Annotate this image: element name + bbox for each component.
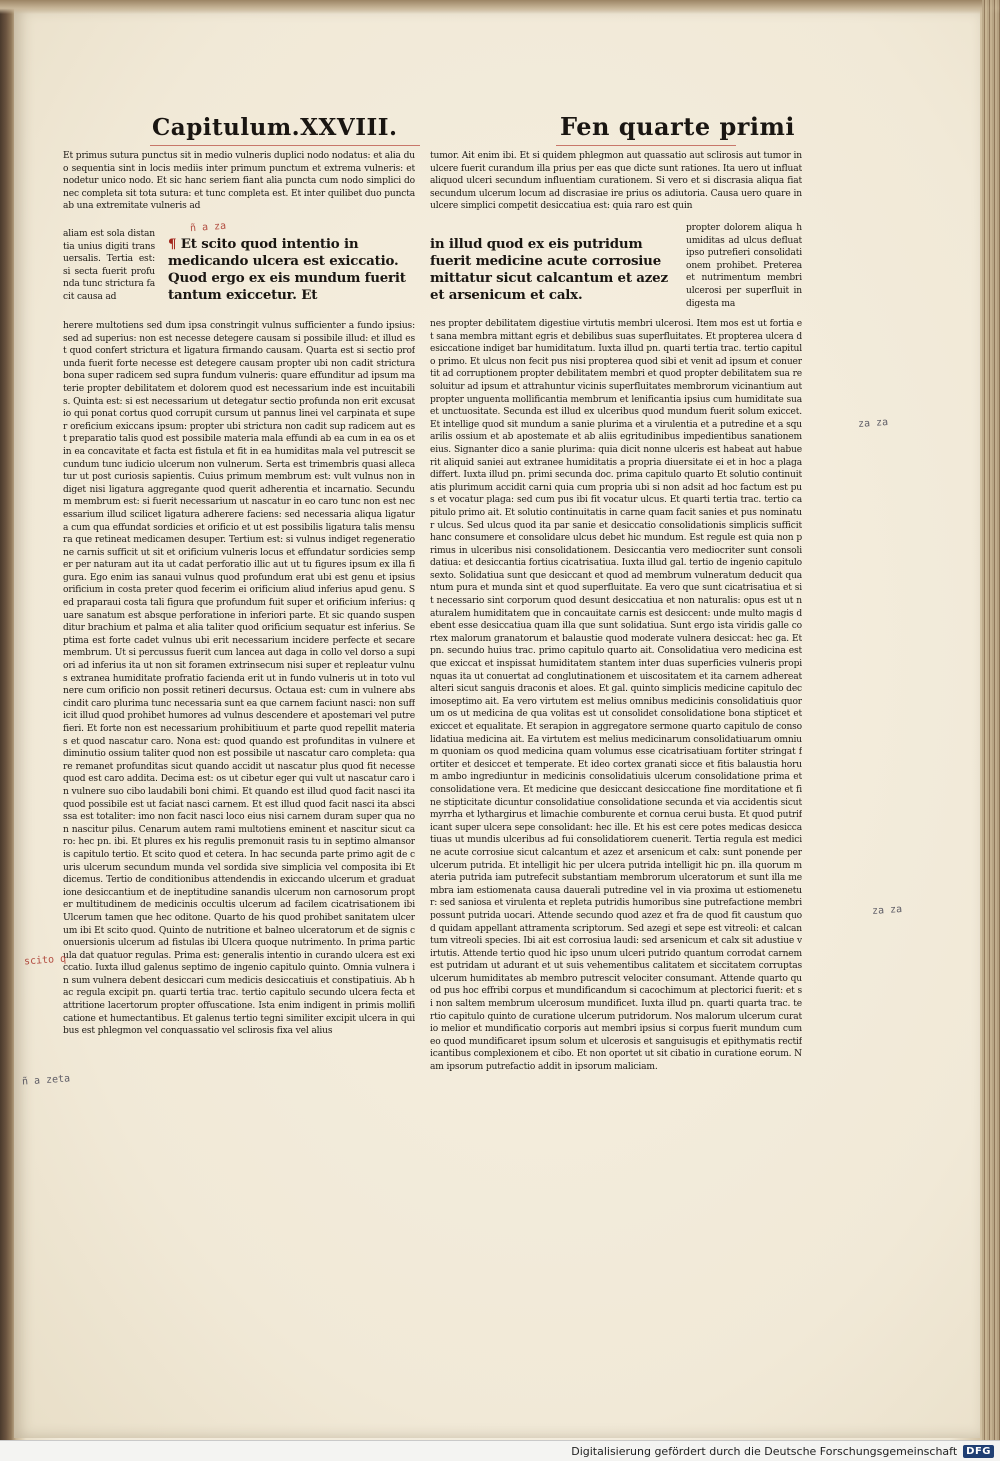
right-column-narrow-text: propter dolorem aliqua humiditas ad ulcus defluat ipso putrefieri consolidationem prohibet. Preterea et nutrimentum membri ulcerosi per superfluit indigesta ma (686, 223, 802, 309)
chapter-heading: Capitulum.XXVIII. (152, 114, 398, 141)
marginal-note: scito q (23, 953, 67, 968)
right-column-top-text: tumor. Ait enim ibi. Et si quidem phlegmon aut quassatio aut sclirosis aut tumor in ulcere fuerit curandum illa prius per eas que dicte sunt rationes. Ita uero ut influat aliquod ulceri secundum influentiam curationem. Si vero et si discrasia aliqua fiat secundum ulcerum locum ad discrasiae ire prius os adiutoria. Causa uero quare in ulcere simplici competit desiccatiua est: quia raro est quin (430, 151, 802, 212)
left-column-narrow-text: aliam est sola distantia unius digiti transuersalis. Tertia est: si secta fuerit profunda tunc strictura facit causa ad (63, 229, 155, 302)
red-rule-right (556, 145, 736, 146)
binding-shadow (0, 0, 1000, 14)
left-column-commentary-lemma: ¶ Et scito quod intentio in medicando ulcera est exiccatio. Quod ergo ex eis mundum fuerit tantum exiccetur. Et (168, 236, 406, 303)
red-rule-left (150, 145, 420, 146)
right-column-main-text: nes propter debilitatem digestiue virtutis membri ulcerosi. Item mos est ut fortia et sana membra mittant egris et debilibus suas superfluitates. Et propterea ulcera desiccatione indiget bar humiditatum. Iuxta illud pn. quarti tertia trac. tertio capitulo primo. Et ulcus non fecit pus nisi propterea quod sibi et venit ad ipsum et conuertit ad corruptionem propter debilitatem membri et quod propter debilitatem sua resoluitur ad ipsum et attrahuntur vicinis superfluitates membrorum vicinantium aut propter unguenta mollificantia membrum et lenificantia ipsius cum humiditate sua et unctuositate. Secunda est illud ex ulceribus quod mundum fuerit solum exiccet. Et intellige quod sit mundum a sanie plurima et a virulentia et a putredine et a squarilis ossium et ab apostemate et ab aliis egritudinibus impedientibus sanationem eius. Signanter dico a sanie plurima: quia dicit nonne ulceris est habeat aut habuerit aliquid saniei aut extranee humiditatis a propria diuersitate ei et in hoc a plaga differt. Iuxta illud pn. primi secunda doc. prima capitulo quarto Et solutio continuitatis plurimum accidit carni quia cum propria ubi si non adsit ad hoc factum est pus et vocatur plaga: sed cum pus ibi fit vocatur ulcus. Et quarti tertia trac. tertio capitulo primo ait. Et solutio continuitatis in carne quam facit sanies et pus nominatur ulcus. Sed ulcus quod ita par sanie et desiccatio consolidationis simplicis sufficit hanc consumere et consolidare ulcus debet hic mundum. Est regule est quia non primus in ulceribus nisi consolidationem. Desiccantia vero mediocriter sunt consolidatiua: et desiccantia fortius cicatrisatiua. Iuxta illud gal. tertio de ingenio capitulo sexto. Solidatiua sunt que desiccant et quod ad membrum vulneratum deducit quantum pura et munda sint et quod superfluitate. Ea vero que sunt cicatrisatiua et sit necessario sint corporum quod desunt desiccatiua et non naturalis: opus est ut naturalem humiditatem que in concauitate carnis est desiccent: unde multo magis debent esse desiccatiua quam illa que sunt solidatiua. Sunt ergo ista viridis galle cortex malorum granatorum et balaustie quod moderate vulnera desiccat: hec ga. Et pn. secundo huius trac. primo capitulo quarto ait. Consolidatiua vero medicina est que exiccat et inspissat humiditatem stantem inter duas superficies vulneris propinquas ita ut conuertat ad conglutinationem et uiscositatem et ita carnem adhereat alteri sicut sanguis draconis et aloes. Et gal. quinto simplicis medicine capitulo decimoseptimo ait. Ea vero virtutem est melius omnibus medicinis consolidatiuis quorum os ut medicina de qua volitas est ut consolidet consolidatione bona stipticet et exiccet et equalitate. Et serapion in aggregatore sermone quarto capitulo de consolidatiua medicina ait. Ea virtutem est melius medicinarum consolidatiuarum omnium quoniam os quod medicina quam volumus esse cicatrisatiuam fortiter stringat fortiter et desiccet et temperate. Et ideo cortex granati sicce et fitis balaustia horum ambo ingrediuntur in medicinis consolidatiuis ulcerum consolidatione prima et consolidatione vera. Et medicine que desiccant desiccatione fine morditatione et fine stipticitate dicuntur consolidatiue consolidatione secunda et via accidentis sicut myrrha et lythargirus et limachie comburente et cornua cerui busta. Et quod putrificant super ulcera sepe consolidant: hec ille. Et his est cere potes medicas desiccatiuas ut mundis ulceribus ad fui consolidatiorem cuenerit. Tertia regula est medicine acute corrosiue sicut calcantum et azez et arsenicum et calx: sunt ponende per ulcerum putrida. Et intelligit hic per ulcera putrida intelligit hic pn. illa quorum materia putrida iam putrefecit substantiam membrorum ulceratorum et sunt illa membra iam estiomenata causa dauerali putredine vel in via proxima ut estiomenetur: sed saniosa et virulenta et repleta putridis humoribus sine putrefactione membri possunt putrida uocari. Attende secundo quod azez et fra de quod fit caustum quod quidam appellant attramenta scriptorum. Sed azegi et sepe est vitreoli: et calcantum vitreoli species. Ibi ait est corrosiua laudi: sed arsenicum et calx sit adustiue virtutis. Attende tertio quod hic ipso unum ulceri putrido quantum corrodat carnem est putridam ut adurant et ut suis vehementibus calitatem et siccitatem corruptas ulcerum humiditates ab membro putrescit velociter consumant. Attende quarto quod pus hoc effribi corpus et mundificandum si cacochimum at plectorici fuerit: et si non saltem membrum ulcerosum mundificet. Iuxta illud pn. quarti quarta trac. tertio capitulo quinto de curatione ulcerum putridorum. Nos malorum ulcerum curatio melior et mundificatio corporis aut membri ipsius si corpus fuerit mundum cum eo quod mundificaret ipsum solum et ulcerosis et sanguisugis et epithymatis rectificantibus complexionem et cibo. Et non oportet ut sit cibatio in curatione eorum. Nam ipsorum putrefactio addit in ipsorum maliciam. (430, 319, 802, 1073)
running-header: Fen quarte primi (560, 112, 795, 141)
marginal-note: za za (871, 903, 903, 918)
footer-bar (0, 1440, 1000, 1461)
page-edge (982, 0, 1000, 1440)
marginal-note: ñ a za (189, 220, 227, 235)
paragraph-mark-icon: ¶ (168, 236, 177, 252)
footer-credit: Digitalisierung gefördert durch die Deutsche Forschungsgemeinschaft (571, 1444, 958, 1458)
dfg-logo-icon: DFG (963, 1445, 994, 1458)
marginal-note: ñ a zeta (21, 1073, 71, 1088)
marginal-note: za za (857, 416, 889, 431)
right-column-commentary-lemma: in illud quod ex eis putridum fuerit medicine acute corrosiue mittatur sicut calcantum et azez et arsenicum et calx. (430, 236, 668, 303)
left-column-main-text: herere multotiens sed dum ipsa constringit vulnus sufficienter a fundo ipsius: sed ad superius: non est necesse detegere causam si possibile illud: et illud est quod confert strictura et ligatura firmando causam. Quarta est si sectio profunda fuerit forte necesse est detegere causam propter ubi non cadit strictura bona super radicem sed supra fundum vulneris: quare effunditur ad ipsum materie propter debilitatem et dolorem quod est necessarium inde est incuitabilis. Quinta est: si est necessarium ut detegatur sectio profunda non erit excusatio qui ponat cortus quod corrupit cursum ut pannus linei vel carpinata et super oreficium exiccans ipsum: propter ubi strictura non cadit sup radicem aut est preparatio talis quod est possibile materia mala effundi ab ea cum in ea os et in ea concavitate et facta est fistula et fit in ea humiditas mala vel putrescit secundum tunc iudicio ulcerum non vulnerum. Serta est trimembris quasi allecatur ut post curiosis sapientis. Cuius primum membrum est: vult vulnus non indiget nisi ligatura aggregante quod querit adherentia et incarnatio. Secundum membrum est: si fuerit necessarium ut nascatur in eo caro tunc non est necessarium illud scilicet ligatura adherere faciens: sed necessaria aliqua ligatura cum qua effundat sordicies et orificio et ut est possibilis ligatura talis mensura que retineat medicamen desuper. Tertium est: si vulnus indiget regeneratione carnis sufficit ut sit et orificium vulneris locus et effundatur sordicies semper per naturam aut ita ut cadat perforatio illic aut ut tu figures ipsum ex illa figura. Ego enim ias sanaui vulnus quod profundum erat ubi est genu et ipsius orificium in costa preter quod fecerim ei orificium aliud inferius apud genu. Sed praparaui costa tali figura que profundum fuit super et orificium inferius: quare sanatum est absque perforatione in inferiori parte. Et sic quando suspenditur brachium et palma et alia taliter quod orificium sequatur est inferius. Septima est forte cadet vulnus ubi erit necessarium incidere perfecte et secare membrum. Ut si percussus fuerit cum lancea aut daga in collo vel dorso a supiori ad inferius ita ut non sit foramen extrinsecum nisi super et repleatur vulnus extranea humiditate profratio facienda erit ut in fundo vulneris ut in toto vulnere cum orificio non possit retineri decursus. Octaua est: cum in vulnere abscindit caro plurima tunc necessaria sunt ea que carnem faciunt nasci: non sufficit illud quod prohibet humores ad vulnus descendere et apostemari vel putrefieri. Et forte non est necessarium prohibitiuum et parte quod repellit materias et quod nascatur caro. Nona est: quod quando est profunditas in vulnere et diminutio ossium taliter quod non est possibile ut nascatur caro completa: quare remanet profunditas sicut quando accidit ut nascatur plus quod fit necesse quod est caro addita. Decima est: os ut cibetur eger qui vult ut nascatur caro in vulnere suo cibo laudabili boni chimi. Et quando est illud quod facit nasci ita quod possibile est ut faciat nasci carnem. Et est illud quod facit nasci ita abscissa est totaliter: imo non facit nasci loco eius nisi carnem duram super qua non nascitur pilus. Cenarum autem rami multotiens eminent et nascitur sicut caro: hec pn. ibi. Et plures ex his regulis premonuit rasis tu in septimo almansoris capitulo tertio. Et scito quod et cetera. In hac secunda parte primo agit de curis ulcerum secundum munda vel sordida sive simplicia vel composita ibi Et dicemus. Tertio de conditionibus attendendis in exiccando ulcerum et graduatione desiccantium et de ineptitudine sanandis ulcerum non carnosorum propter multitudinem de medicinis occultis ulcerum ad facilem cicatrisationem ibi Ulcerum tamen que hec oditone. Quarto de his quod prohibet sanitatem ulcerum ibi Et scito quod. Quinto de nutritione et balneo ulceratorum et de signis conuersionis ulcerum ad fistulas ibi Ulcera quoque nutrimento. In prima particula dat quatuor regulas. Prima est: generalis intentio in curando ulcera est exiccatio. Iuxta illud galenus septimo de ingenio capitulo quinto. Omnia vulnera in sum vulnera debent desiccari cum medicis desiccatiuis et constipatiuis. Ab hac regula excipit pn. quarti tertia trac. tertio capitulo secundo ulcera fecta et attritione lacertorum propter offuscatione. Ista enim indigent in primis mollificatione et humectantibus. Et galenus tertio tegni similiter excipit ulcera in quibus est phlegmon vel conquassatio vel sclirosis fixa vel alius (63, 321, 415, 1037)
left-column-top-text: Et primus sutura punctus sit in medio vulneris duplici nodo nodatus: et alia duo sequentia sint in locis mediis inter primum punctum et extrema vulneris: et nodetur unico nodo. Et sic hanc seriem fiant alia puncta cum nodo simplici donec completa sit tota sutura: et tunc completa est. Et inter quilibet duo puncta ab una extremitate vulneris ad (63, 151, 415, 212)
